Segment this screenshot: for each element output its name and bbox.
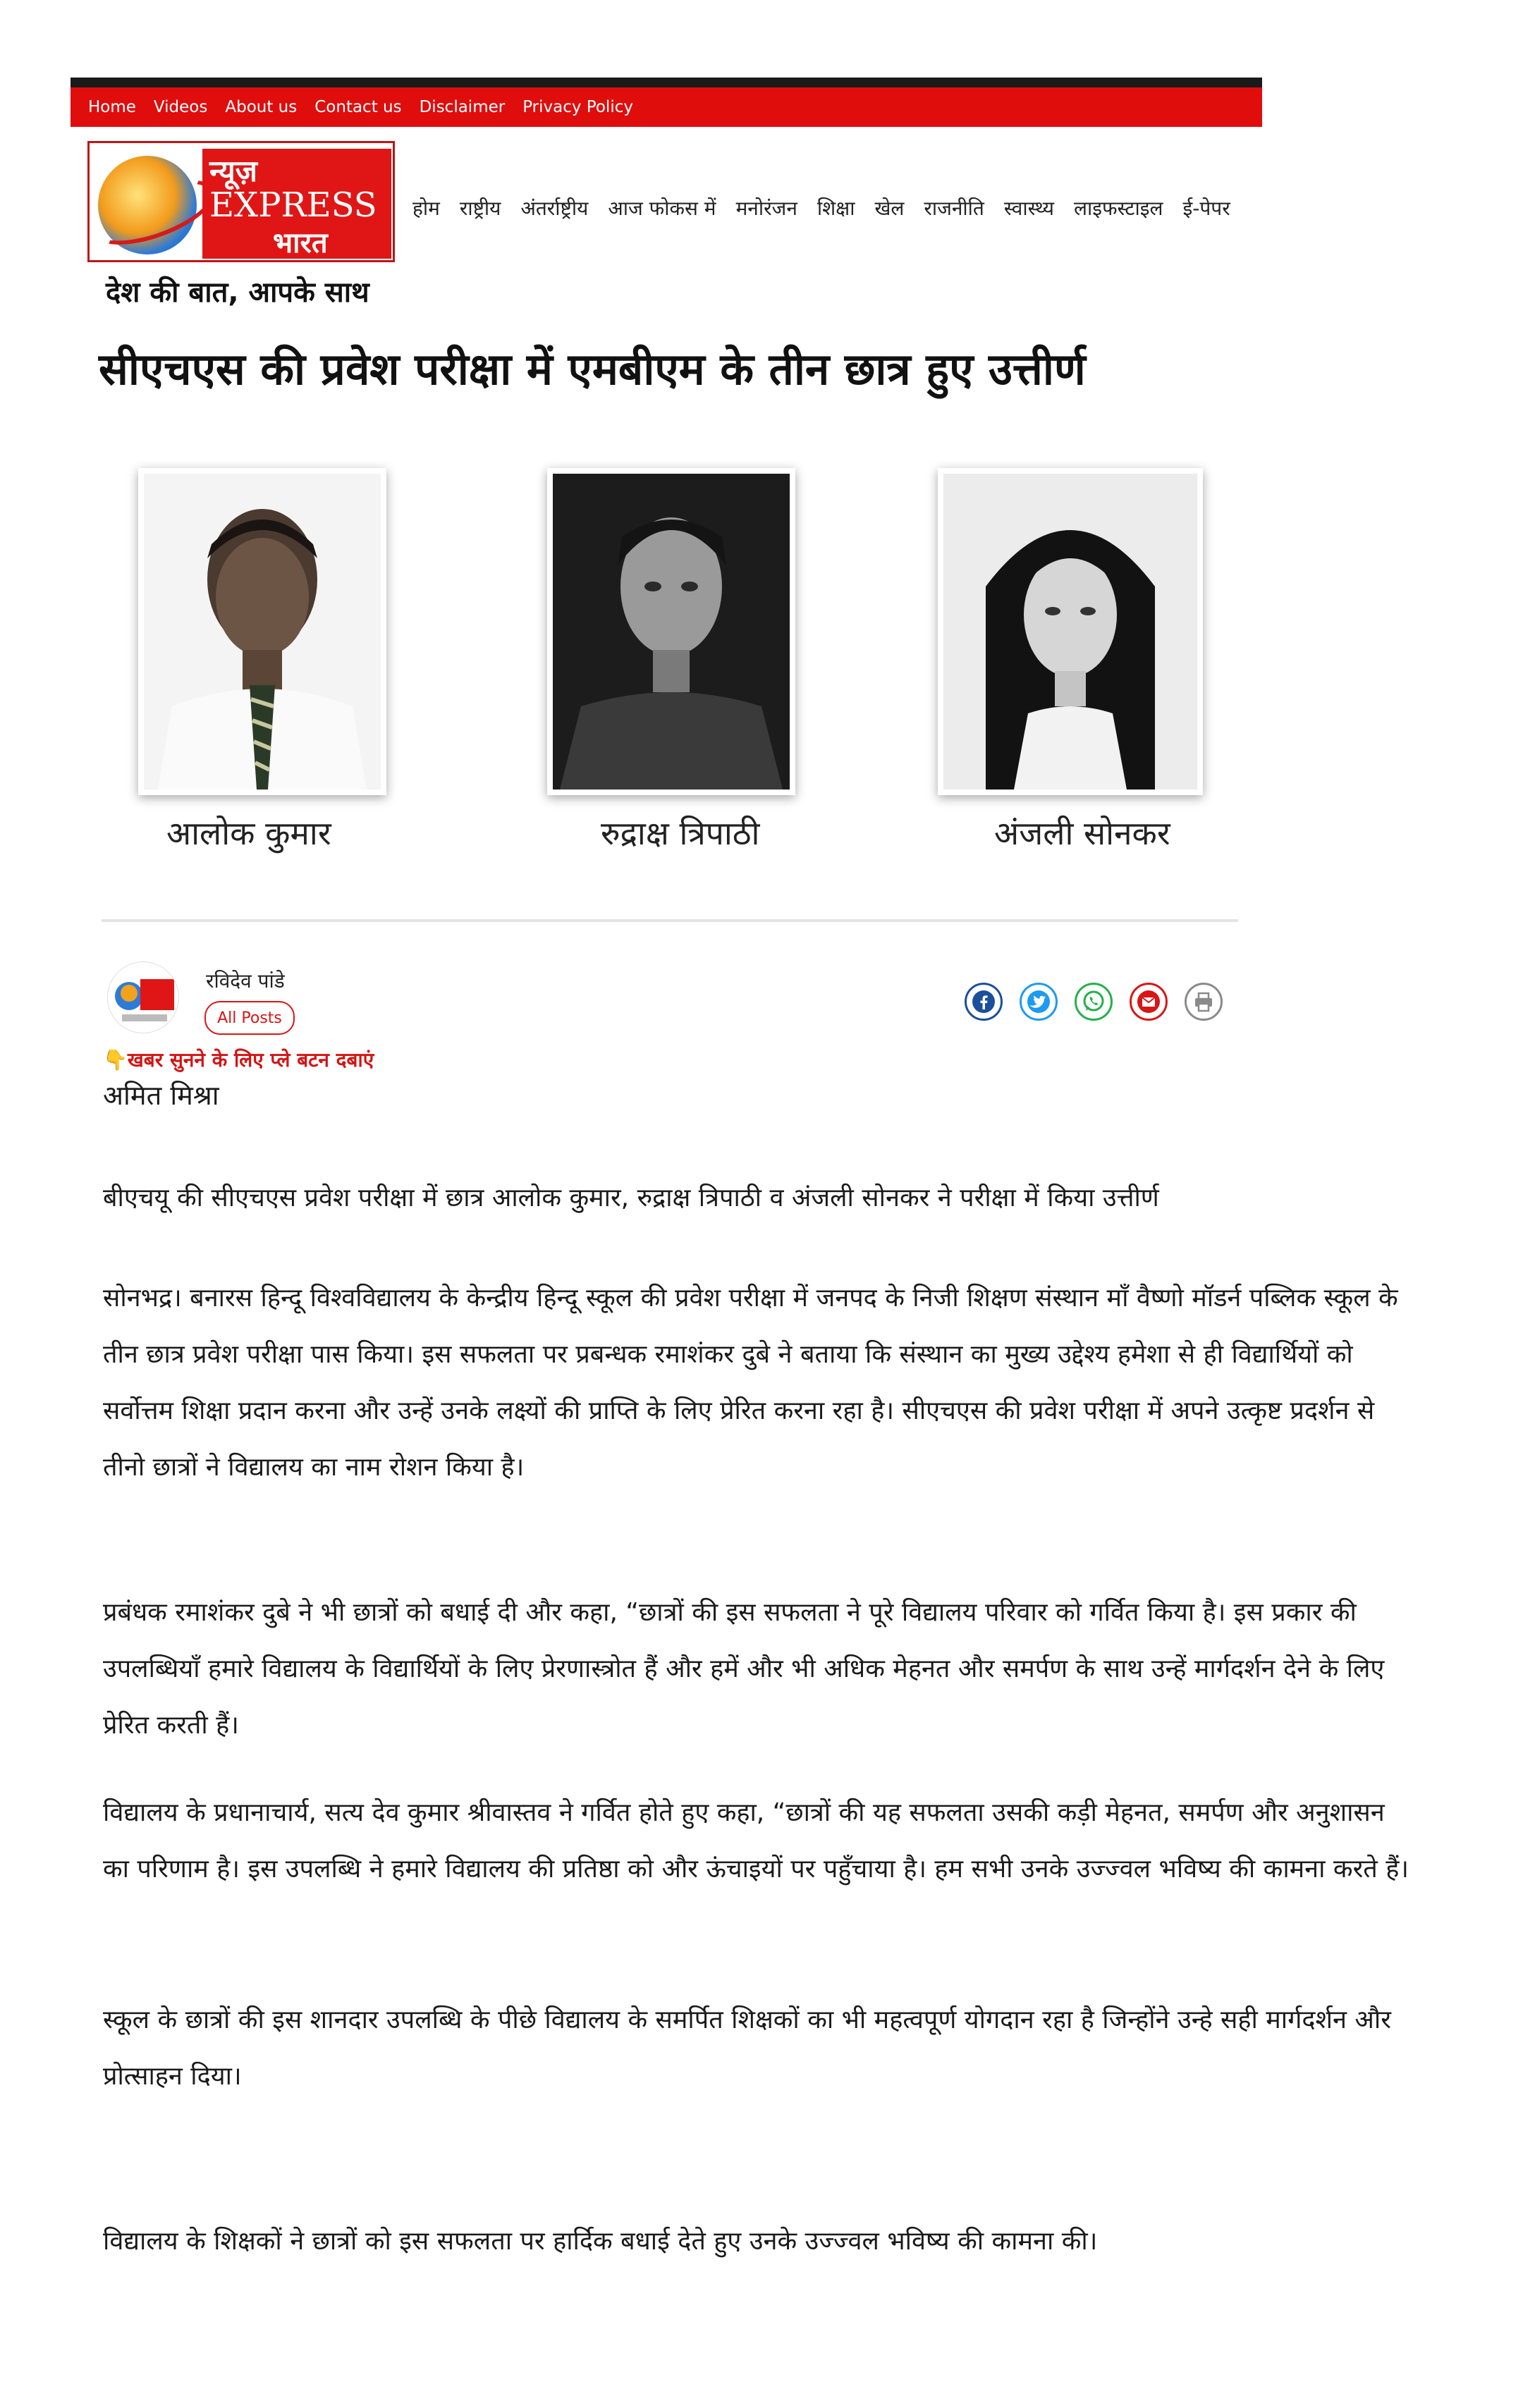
share-email-button[interactable] [1130, 983, 1168, 1021]
student-name-1: आलोक कुमार [166, 814, 331, 852]
nav-international[interactable]: अंतर्राष्ट्रीय [520, 197, 589, 220]
site-logo[interactable] [87, 141, 395, 262]
nav-national[interactable]: राष्ट्रीय [459, 197, 501, 220]
topnav-home[interactable]: Home [88, 98, 136, 116]
twitter-icon [1027, 990, 1051, 1014]
student-photo-2 [547, 468, 795, 795]
student-photo-image [943, 474, 1197, 790]
listen-instruction: 👇खबर सुनने के लिए प्ले बटन दबाएं [103, 1048, 374, 1071]
nav-sports[interactable]: खेल [874, 197, 905, 220]
nav-politics[interactable]: राजनीति [924, 197, 984, 220]
topnav-privacy[interactable]: Privacy Policy [522, 98, 633, 116]
article-paragraph-4: विद्यालय के प्रधानाचार्य, सत्य देव कुमार श्रीवास्तव ने गर्वित होते हुए कहा, “छात्रों की यह सफलता उसकी कड़ी मेहनत, समर्पण और अनुशासन का परिणाम है। इस उपलब्धि ने हमारे विद्यालय की प्रतिष्ठा को और ऊंचाइयों पर पहुँचाया है। हम सभी उनके उज्ज्वल भविष्य की कामना करते हैं। [103, 1798, 1409, 1884]
article-paragraph-5: स्कूल के छात्रों की इस शानदार उपलब्धि के पीछे विद्यालय के समर्पित शिक्षकों का भी महत्वपूर्ण योगदान रहा है जिन्होंने उन्हे सही मार्गदर्शन और प्रोत्साहन दिया। [103, 2005, 1391, 2091]
nav-lifestyle[interactable]: लाइफस्टाइल [1073, 197, 1163, 220]
topbar-strip [71, 78, 1262, 87]
article-paragraph-1: बीएचयू की सीएचएस प्रवेश परीक्षा में छात्र आलोक कुमार, रुद्राक्ष त्रिपाठी व अंजली सोनकर ने परीक्षा में किया उत्तीर्ण [103, 1184, 1159, 1212]
whatsapp-icon [1081, 989, 1106, 1014]
student-photo-1 [138, 468, 386, 795]
topnav-disclaimer[interactable]: Disclaimer [419, 98, 506, 116]
email-icon [1137, 990, 1161, 1014]
nav-health[interactable]: स्वास्थ्य [1003, 197, 1054, 220]
logo-line2: EXPRESS [209, 185, 377, 225]
topnav-videos[interactable]: Videos [153, 98, 208, 116]
logo-line1: न्यूज़ [209, 154, 257, 188]
student-photo-image [553, 474, 790, 790]
site-tagline: देश की बात, आपके साथ [106, 276, 369, 309]
logo-brand-box [202, 149, 391, 259]
print-icon [1192, 990, 1216, 1014]
nav-home[interactable]: होम [412, 197, 440, 220]
article-byline: अमित मिश्रा [103, 1080, 219, 1111]
student-name-2: रुद्राक्ष त्रिपाठी [601, 814, 760, 852]
top-nav-bar [71, 87, 1262, 127]
share-twitter-button[interactable] [1020, 983, 1058, 1021]
topnav-contact[interactable]: Contact us [314, 98, 402, 116]
print-button[interactable] [1185, 983, 1223, 1021]
author-name[interactable]: रविदेव पांडे [206, 969, 285, 993]
share-whatsapp-button[interactable] [1075, 983, 1113, 1021]
share-facebook-button[interactable] [965, 983, 1003, 1021]
article-paragraph-6: विद्यालय के शिक्षकों ने छात्रों को इस सफलता पर हार्दिक बधाई देते हुए उनके उज्ज्वल भविष्य की कामना की। [103, 2227, 1098, 2256]
all-posts-button[interactable]: All Posts [204, 1001, 295, 1035]
nav-epaper[interactable]: ई-पेपर [1182, 197, 1230, 220]
facebook-icon [972, 990, 996, 1014]
section-divider [102, 919, 1238, 922]
avatar[interactable] [107, 962, 179, 1033]
logo-line3: भारत [273, 227, 328, 259]
student-photo-image [144, 474, 381, 790]
main-nav [412, 195, 1250, 221]
article-paragraph-2: सोनभद्र। बनारस हिन्दू विश्वविद्यालय के केन्द्रीय हिन्दू स्कूल की प्रवेश परीक्षा में जनपद के निजी शिक्षण संस्थान माँ वैष्णो मॉडर्न पब्लिक स्कूल के तीन छात्र प्रवेश परीक्षा पास किया। इस सफलता पर प्रबन्धक रमाशंकर दुबे ने बताया कि संस्थान का मुख्य उद्देश्य हमेशा से ही विद्यार्थियों को सर्वोत्तम शिक्षा प्रदान करना और उन्हें उनके लक्ष्यों की प्राप्ति के लिए प्रेरित करना रहा है। सीएचएस की प्रवेश परीक्षा में अपने उत्कृष्ट प्रदर्शन से तीनो छात्रों ने विद्यालय का नाम रोशन किया है। [103, 1284, 1398, 1482]
student-name-3: अंजली सोनकर [994, 814, 1170, 852]
nav-entertainment[interactable]: मनोरंजन [735, 197, 797, 220]
article-headline: सीएचएस की प्रवेश परीक्षा में एमबीएम के तीन छात्र हुए उत्तीर्ण [99, 343, 1086, 395]
student-photo-3 [938, 468, 1203, 795]
nav-education[interactable]: शिक्षा [816, 197, 855, 220]
article-paragraph-3: प्रबंधक रमाशंकर दुबे ने भी छात्रों को बधाई दी और कहा, “छात्रों की इस सफलता ने पूरे विद्यालय परिवार को गर्वित किया है। इस प्रकार की उपलब्धियाँ हमारे विद्यालय के विद्यार्थियों के लिए प्रेरणास्त्रोत हैं और हमें और भी अधिक मेहनत और समर्पण के साथ उन्हें मार्गदर्शन देने के लिए प्रेरित करती हैं। [103, 1598, 1385, 1740]
topnav-about[interactable]: About us [225, 98, 298, 116]
nav-focus[interactable]: आज फोकस में [608, 197, 716, 220]
